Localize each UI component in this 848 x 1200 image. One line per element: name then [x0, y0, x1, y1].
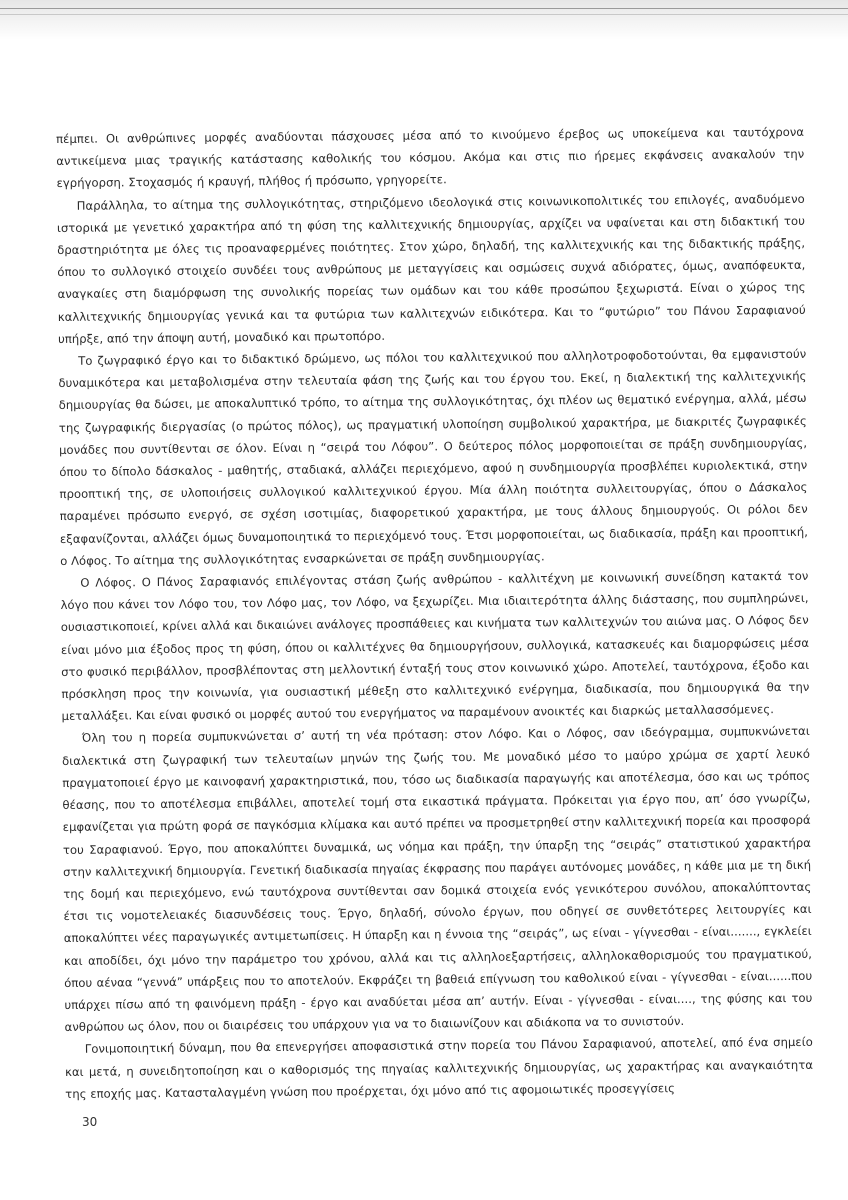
paragraph-collectivity: Παράλληλα, το αίτημα της συλλογικότητας, στηριζόμενο ιδεολογικά στις κοινωνικοπολιτικές του επιλογές, αναδυόμενο ιστορικά με γενετικό χαρακτήρα από τη φύση της καλλιτεχνικής δημιουργίας, αρχίζει να υφαίνεται και στη διδακτική του δραστηριότητα με όλες τις προαναφερμένες ποιότητες. Στον χώρο, δηλαδή, της καλλιτεχνικής και της διδακτικής πράξης, όπου το συλλογικό στοιχείο συνδέει τους ανθρώπους με μεταγγίσεις και οσμώσεις συχνά αδιόρατες, όμως, αναπόφευκτα, αναγκαίες στη διαμόρφωση της συνολικής πορείας των ομάδων και του κάθε προσώπου ξεχωριστά. Είναι ο χώρος της καλλιτεχνικής δημιουργίας γενικά και τα φυτώρια των καλλιτεχνών ειδικότερα. Και το “φυτώριο” του Πάνου Σαραφιανού υπήρξε, από την άποψη αυτή, μοναδικό και πρωτοπόρο.	[56, 191, 806, 346]
page-top-edge	[0, 0, 848, 40]
page-number: 30	[82, 1115, 98, 1129]
top-rule-line	[0, 14, 848, 15]
paragraph-continuation: πέμπει. Οι ανθρώπινες μορφές αναδύονται πάσχουσες μέσα από το κινούμενο έρεβος ως υποκείμενα και ταυτόχρονα αντικείμενα μιας τραγικής κατάστασης καθολικής του κόσμου. Ακόμα και στις πιο ήρεμες εκφάνσεις ανακαλούν την εγρήγορση. Στοχασμός ή κραυγή, πλήθος ή πρόσωπο, γρηγορείτε.	[56, 124, 805, 191]
paragraph-series: Όλη του η πορεία συμπυκνώνεται σ’ αυτή τη νέα πρόταση: στον Λόφο. Και ο Λόφος, σαν ιδεόγραμμα, συμπυκνώνεται διαλεκτικά στη ζωγραφική των τελευταίων μηνών της ζωής του. Με μοναδικό μέσο το μαύρο χρώμα σε χαρτί λευκό πραγματοποιεί έργο με καινοφανή χαρακτηριστικά, που, τόσο ως διαδικασία παραγωγής και αποτέλεσμα, όσο και ως τρόπος θέασης, που το αποτέλεσμα επιβάλλει, αποτελεί τομή στα εικαστικά πράγματα. Πρόκειται για έργο που, απ’ όσο γνωρίζω, εμφανίζεται για πρώτη φορά σε παγκόσμια κλίμακα και αυτό πρέπει να προσμετρηθεί στην καλλιτεχνική πορεία και προσφορά του Σαραφιανού. Έργο, που αποκαλύπτει δυναμικά, ως νόημα και πράξη, την ύπαρξη της “σειράς” στατιστικού χαρακτήρα στην καλλιτεχνική δημιουργία. Γενετική διαδικασία πηγαίας έκφρασης που παράγει αυτόνομες μονάδες, η κάθε μια με τη δική της δομή και περιεχόμενο, ενώ ταυτόχρονα συντίθενται σαν δομικά στοιχεία ενός γενικότερου συνόλου, αποκαλύπτοντας έτσι τις νομοτελειακές διασυνδέσεις τους. Έργο, δηλαδή, σύνολο έργων, που οδηγεί σε συνθετότερες λειτουργίες και αποκαλύπτει νέες παραγωγικές αντιμετωπίσεις. Η ύπαρξη και η έννοια της “σειράς”, ως είναι - γίγνεσθαι - είναι......., εγκλείει και αποδίδει, όχι μόνο την παράμετρο του χρόνου, αλλά και τις αλληλοεξαρτήσεις, αλληλοκαθορισμούς του πραγματικού, όπου αέναα “γεννά” υπάρξεις που το αποτελούν. Εκφράζει τη βαθειά επίγνωση του καθολικού είναι - γίγνεσθαι - είναι......που υπάρχει πίσω από τη φαινόμενη πράξη - έργο και αναδύεται μέσα απ’ αυτήν. Είναι - γίγνεσθαι - είναι...., της φύσης και του ανθρώπου ως όλον, που οι διαιρέσεις του υπάρχουν για να το διαιωνίζουν και αδιάκοπα να το συνιστούν.	[62, 724, 813, 1035]
paragraph-fertilizing-force: Γονιμοποιητική δύναμη, που θα επενεργήσει αποφασιστικά στην πορεία του Πάνου Σαραφιανού, αποτελεί, από ένα σημείο και μετά, η συνειδητοποίηση και ο καθορισμός της πηγαίας καλλιτεχνικής δημιουργίας, ως χαρακτήρας και αναγκαιότητα της εποχής μας. Κατασταλαγμένη γνώση που προέρχεται, όχι μόνο από τις αφομοιωτικές προσεγγίσεις	[64, 1035, 814, 1101]
top-rule-line	[0, 8, 848, 9]
paragraph-painting-teaching: Το ζωγραφικό έργο και το διδακτικό δρώμενο, ως πόλοι του καλλιτεχνικού που αλληλοτροφοδοτούνται, θα εμφανιστούν δυναμικότερα και μεταβολισμένα στην τελευταία φάση της ζωής και του έργου του. Εκεί, η διαλεκτική της καλλιτεχνικής δημιουργίας θα δώσει, με αποκαλυπτικό τρόπο, το αίτημα της συλλογικότητας, όχι πλέον ως θεματικό ενέργημα, αλλά, μέσω της ζωγραφικής διεργασίας (ο πρώτος πόλος), ως πραγματική υλοποίηση συμβολικού χαρακτήρα, με διακριτές ζωγραφικές μονάδες που συντίθενται σε όλον. Είναι η “σειρά του Λόφου”. Ο δεύτερος πόλος μορφοποιείται σε πράξη συνδημιουργίας, όπου το δίπολο δάσκαλος - μαθητής, σταδιακά, αλλάζει περιεχόμενο, αφού η συνδημιουργία προσβλέπει κυριολεκτικά, στην προοπτική της, σε υλοποιήσεις συλλογικού καλλιτεχνικού έργου. Μία άλλη ποιότητα συλλειτουργίας, όπου ο Δάσκαλος παραμένει πρόσωπο ενεργό, σε σχέση ισοτιμίας, διαφορετικού χαρακτήρα, με τους άλλους δημιουργούς. Οι ρόλοι δεν εξαφανίζονται, αλλάζει όμως δυναμοποιητικά το περιεχόμενό τους. Έτσι μορφοποιείται, ως διαδικασία, πράξη και προοπτική, ο Λόφος. Το αίτημα της συλλογικότητας ενσαρκώνεται σε πράξη συνδημιουργίας.	[58, 346, 808, 568]
paragraph-lofos: Ο Λόφος. Ο Πάνος Σαραφιανός επιλέγοντας στάση ζωής ανθρώπου - καλλιτέχνη με κοινωνική συνείδηση κατακτά τον λόγο που κάνει τον Λόφο του, τον Λόφο μας, τον Λόφο, να ξεχωρίζει. Μια ιδιαιτερότητα άλλης διάστασης, που συμπληρώνει, ουσιαστικοποιεί, κρίνει αλλά και δικαιώνει ανάλογες προσπάθειες και κινήματα των καλλιτεχνών του αιώνα μας. Ο Λόφος δεν είναι μόνο μια έξοδος προς τη φύση, όπου οι καλλιτέχνες θα δημιουργήσουν, συλλογικά, κατασκευές και διαμορφώσεις μέσα στο φυσικό περιβάλλον, προσβλέποντας στη μελλοντική ένταξή τους στον κοινωνικό χώρο. Αποτελεί, ταυτόχρονα, έξοδο και πρόσκληση προς την κοινωνία, για ουσιαστική μέθεξη στο καλλιτεχνικό ενέργημα, διαδικασία, που δημιουργικά θα την μεταλλάξει. Και είναι φυσικό οι μορφές αυτού του ενεργήματος να παραμένουν ανοικτές και διαρκώς μεταλλασσόμενες.	[60, 568, 810, 724]
document-body	[56, 121, 813, 1105]
